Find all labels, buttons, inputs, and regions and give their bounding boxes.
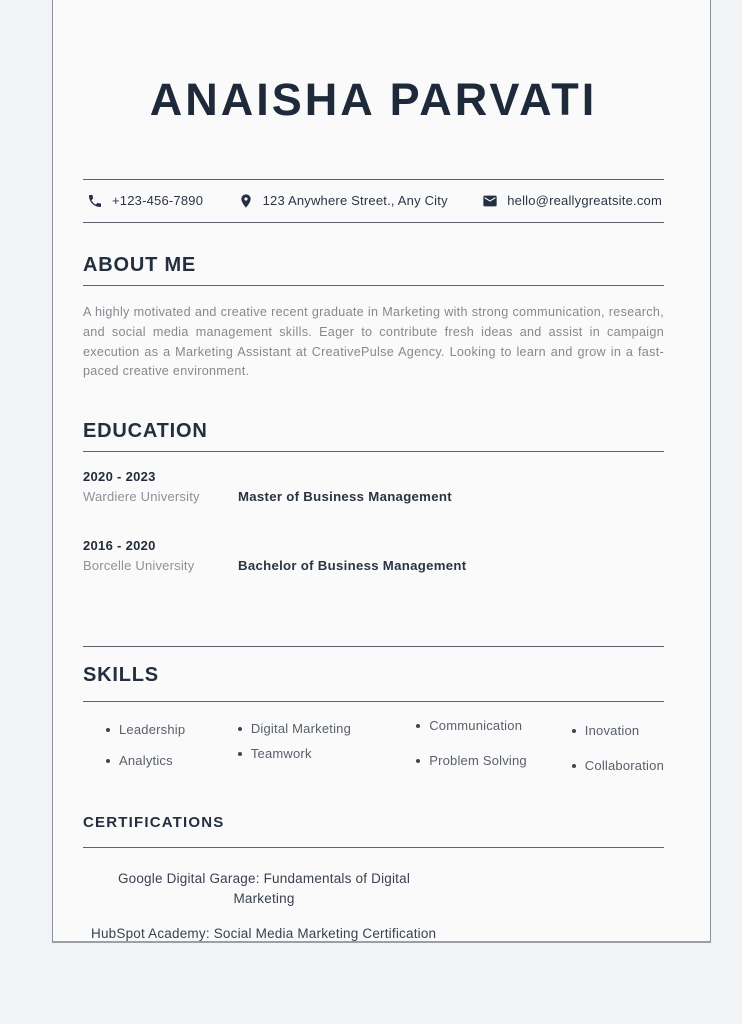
contact-phone <box>87 193 203 209</box>
skill-item: Analytics <box>106 753 238 768</box>
skills-heading: SKILLS <box>83 664 664 702</box>
skills-column <box>572 720 664 778</box>
certification-item: HubSpot Academy: Social Media Marketing Certification <box>91 926 437 942</box>
skills-column <box>238 720 416 778</box>
certifications-list <box>91 869 437 944</box>
contact-bar <box>83 179 664 223</box>
education-entry <box>83 538 664 573</box>
bullet-icon <box>106 728 110 732</box>
bullet-icon <box>572 729 576 733</box>
email-text: hello@reallygreatsite.com <box>507 193 662 209</box>
education-school: Wardiere University <box>83 489 200 505</box>
skill-item: Problem Solving <box>416 753 572 768</box>
certifications-heading: CERTIFICATIONS <box>83 814 664 848</box>
skills-list <box>83 720 664 778</box>
bullet-icon <box>572 764 576 768</box>
about-me-heading: ABOUT ME <box>83 254 664 286</box>
person-name: ANAISHA PARVATI <box>149 74 598 125</box>
about-me-paragraph: A highly motivated and creative recent graduate in Marketing with strong communication, research, and social media management skills. Eager to contribute fresh ideas and assist in campaign execution as a Marketing Assistant at CreativePulse Agency. Looking to learn and grow in a fast-paced creative environment. <box>83 304 664 379</box>
skill-item: Teamwork <box>238 746 416 761</box>
education-degree: Master of Business Management <box>238 489 452 505</box>
resume-page <box>52 0 711 943</box>
certification-item: Google Digital Garage: Fundamentals of Digital Marketing <box>117 871 411 906</box>
education-years: 2020 - 2023 <box>83 469 156 485</box>
phone-icon <box>87 193 103 209</box>
bullet-icon <box>106 759 110 763</box>
education-years: 2016 - 2020 <box>83 538 156 554</box>
bullet-icon <box>416 724 420 728</box>
skill-item: Digital Marketing <box>238 721 416 736</box>
email-icon <box>482 193 498 209</box>
education-degree: Bachelor of Business Management <box>238 558 467 574</box>
address-text: 123 Anywhere Street., Any City <box>262 193 448 209</box>
contact-email <box>482 193 662 209</box>
contact-address <box>238 193 448 209</box>
divider-line <box>83 646 664 647</box>
skill-item: Collaboration <box>572 758 664 773</box>
education-school: Borcelle University <box>83 558 195 574</box>
skill-item: Inovation <box>572 723 664 738</box>
skill-item: Leadership <box>106 722 238 737</box>
education-heading: EDUCATION <box>83 420 664 452</box>
education-entry <box>83 469 664 504</box>
bullet-icon <box>416 759 420 763</box>
skill-item: Communication <box>416 718 572 733</box>
bullet-icon <box>238 727 242 731</box>
skills-column <box>106 720 238 778</box>
skills-column <box>416 720 572 778</box>
phone-number: +123-456-7890 <box>112 193 204 209</box>
location-pin-icon <box>238 193 254 209</box>
bullet-icon <box>238 752 242 756</box>
